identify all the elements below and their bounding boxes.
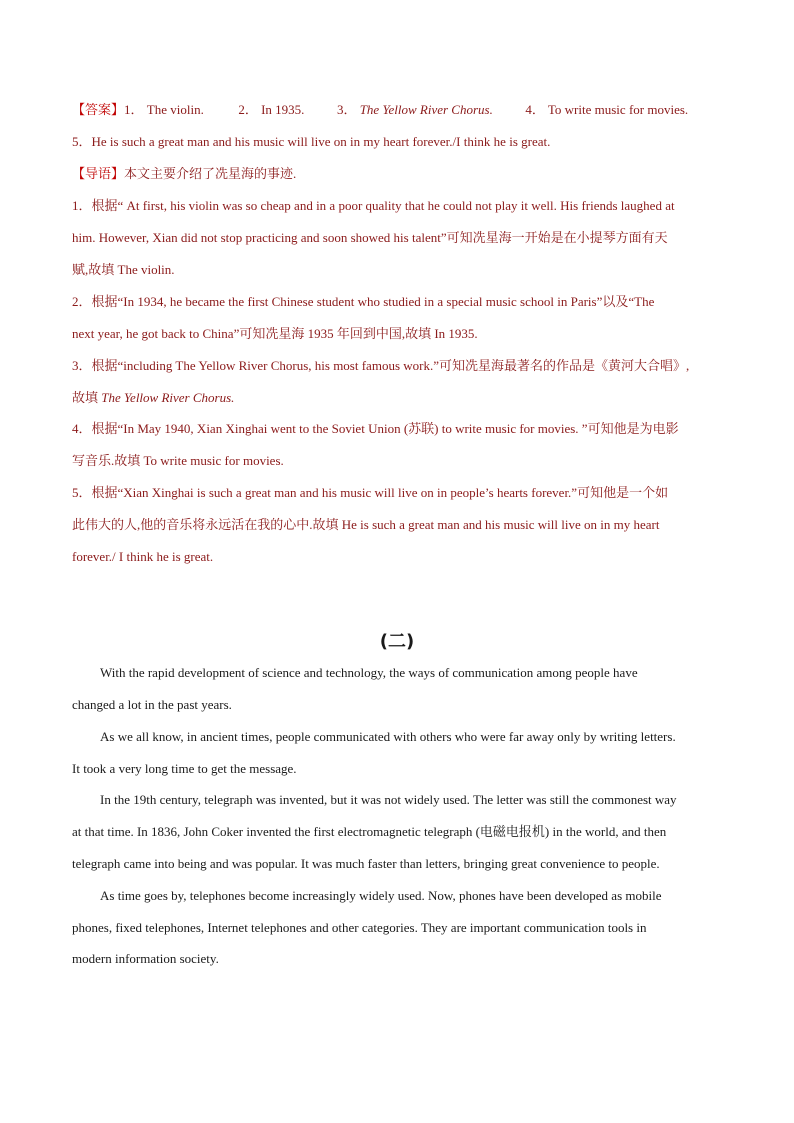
answer-4: To write music for movies. bbox=[547, 102, 689, 117]
passage-p3-line-2: at that time. In 1836, John Coker invented the first electromagnetic telegraph (电磁电报机) in the world, and then bbox=[72, 824, 667, 839]
answer-3: The Yellow River Chorus. bbox=[359, 102, 493, 117]
answer-1: The violin. bbox=[146, 102, 204, 117]
explain-3-line-1: 3．根据“including The Yellow River Chorus, his most famous work.”可知冼星海最著名的作品是《黄河大合唱》, bbox=[72, 358, 690, 373]
answer-line-1 bbox=[72, 101, 722, 120]
explain-1-line-2: him. However, Xian did not stop practicing and soon showed his talent”可知冼星海一开始是在小提琴方面有天 bbox=[72, 230, 668, 245]
passage-p2-line-1: As we all know, in ancient times, people communicated with others who were far away only by writing letters. bbox=[100, 729, 676, 744]
guide-text: 本文主要介绍了冼星海的事迹. bbox=[124, 166, 297, 181]
answer-5: 5．He is such a great man and his music will live on in my heart forever./I think he is great. bbox=[72, 134, 551, 149]
explain-5-line-2: 此伟大的人,他的音乐将永远活在我的心中.故填 He is such a great man and his music will live on in my heart bbox=[72, 517, 660, 532]
explain-5-line-1: 5．根据“Xian Xinghai is such a great man and his music will live on in people’s hearts forever.”可知他是一个如 bbox=[72, 485, 669, 500]
answer-3-number: 3． bbox=[336, 102, 357, 117]
answer-2-number: 2． bbox=[238, 102, 258, 117]
explain-2-line-2: next year, he got back to China”可知冼星海 1935 年回到中国,故填 In 1935. bbox=[72, 326, 478, 341]
passage-p4-line-2: phones, fixed telephones, Internet telephones and other categories. They are important communication tools in bbox=[72, 920, 647, 935]
explain-2-line-1: 2．根据“In 1934, he became the first Chinese student who studied in a special music school in Paris”以及“The bbox=[72, 294, 655, 309]
explain-3-title: The Yellow River Chorus. bbox=[101, 390, 235, 405]
answer-1-number: 1． bbox=[124, 102, 144, 117]
section-heading: (二) bbox=[379, 631, 415, 652]
passage-p2-line-2: It took a very long time to get the message. bbox=[72, 761, 297, 776]
answer-tag: 【答案】 bbox=[72, 103, 125, 118]
guide-line bbox=[72, 165, 722, 184]
explain-3-line-2 bbox=[72, 389, 722, 407]
explain-3-prefix: 故填 bbox=[72, 390, 102, 405]
guide-tag: 【导语】 bbox=[72, 167, 125, 182]
passage-p1-line-2: changed a lot in the past years. bbox=[72, 697, 232, 712]
explain-4-line-2: 写音乐.故填 To write music for movies. bbox=[72, 453, 284, 468]
answer-4-number: 4． bbox=[525, 102, 545, 117]
passage-p1-line-1: With the rapid development of science and technology, the ways of communication among people have bbox=[100, 665, 638, 680]
explain-5-line-3: forever./ I think he is great. bbox=[72, 549, 214, 564]
passage-p3-line-3: telegraph came into being and was popular. It was much faster than letters, bringing great convenience to people. bbox=[72, 856, 660, 871]
passage-p4-line-3: modern information society. bbox=[72, 951, 219, 966]
explain-4-line-1: 4．根据“In May 1940, Xian Xinghai went to the Soviet Union (苏联) to write music for movies. ”可知他是为电影 bbox=[72, 421, 679, 436]
passage-p4-line-1: As time goes by, telephones become increasingly widely used. Now, phones have been developed as mobile bbox=[100, 888, 662, 903]
passage-p3-line-1: In the 19th century, telegraph was invented, but it was not widely used. The letter was still the commonest way bbox=[100, 792, 677, 807]
explain-1-line-1: 1．根据“ At first, his violin was so cheap and in a poor quality that he could not play it well. His friends laughed at bbox=[72, 198, 675, 213]
explain-1-line-3: 赋,故填 The violin. bbox=[72, 262, 175, 277]
answer-2: In 1935. bbox=[261, 102, 305, 117]
